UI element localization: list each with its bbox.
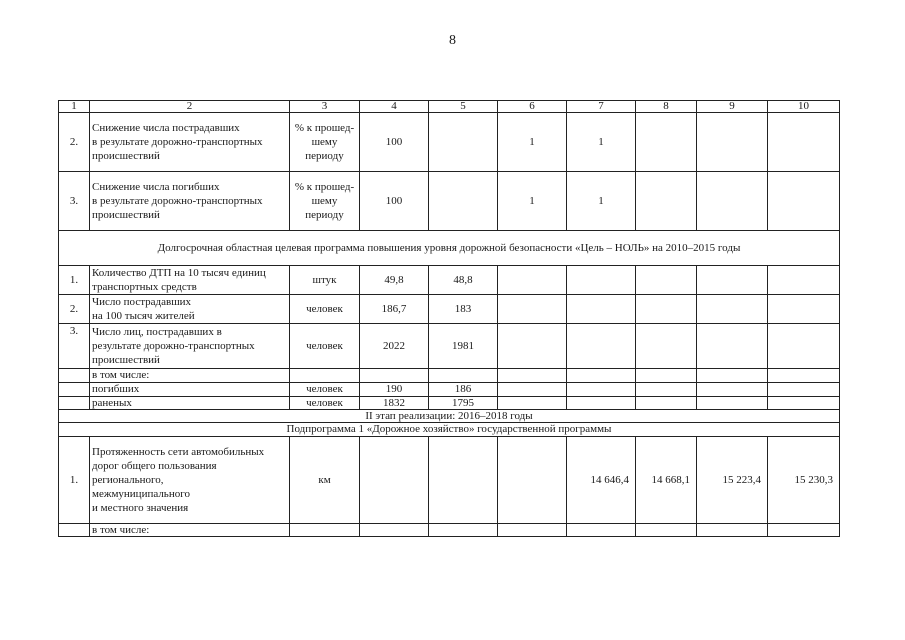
value-cell (768, 324, 840, 369)
value-cell: 1981 (429, 324, 498, 369)
value-cell (567, 266, 636, 295)
unit-cell: человек (290, 383, 360, 397)
value-cell (768, 172, 840, 231)
table-row (59, 266, 840, 295)
value-cell (697, 324, 768, 369)
unit-cell: человек (290, 397, 360, 410)
value-cell (360, 437, 429, 524)
value-cell: 186,7 (360, 295, 429, 324)
table-row (59, 369, 840, 383)
row-number: 1. (59, 437, 90, 524)
header-cell: 9 (697, 101, 768, 113)
indicator-name: Снижение числа погибших в результате дорожно-транспортных происшествий (90, 172, 290, 231)
value-cell: 1795 (429, 397, 498, 410)
value-cell: 14 668,1 (636, 437, 697, 524)
value-cell (498, 524, 567, 537)
unit-cell: человек (290, 324, 360, 369)
value-cell (636, 397, 697, 410)
value-cell (567, 324, 636, 369)
stage-title-row (59, 410, 840, 423)
indicator-name: Снижение числа пострадавших в результате дорожно-транспортных происшествий (90, 113, 290, 172)
value-cell: 183 (429, 295, 498, 324)
table-row (59, 524, 840, 537)
table-header-row (59, 101, 840, 113)
value-cell (636, 295, 697, 324)
value-cell (429, 369, 498, 383)
value-cell (636, 383, 697, 397)
unit-cell (290, 369, 360, 383)
unit-cell (290, 524, 360, 537)
row-number: 2. (59, 113, 90, 172)
indicator-name: раненых (90, 397, 290, 410)
value-cell: 186 (429, 383, 498, 397)
value-cell: 1 (567, 172, 636, 231)
value-cell: 14 646,4 (567, 437, 636, 524)
value-cell (768, 113, 840, 172)
row-number: 3. (59, 172, 90, 231)
table-row (59, 113, 840, 172)
value-cell (697, 369, 768, 383)
value-cell (768, 369, 840, 383)
value-cell: 100 (360, 113, 429, 172)
value-cell: 48,8 (429, 266, 498, 295)
value-cell (636, 324, 697, 369)
including-label: в том числе: (90, 369, 290, 383)
value-cell (567, 295, 636, 324)
header-cell: 1 (59, 101, 90, 113)
header-cell: 10 (768, 101, 840, 113)
value-cell (636, 113, 697, 172)
row-number (59, 383, 90, 397)
unit-cell: % к прошед- шему периоду (290, 113, 360, 172)
value-cell: 100 (360, 172, 429, 231)
value-cell (768, 383, 840, 397)
table-row (59, 437, 840, 524)
row-number (59, 369, 90, 383)
value-cell (697, 266, 768, 295)
value-cell (636, 369, 697, 383)
program-title: Долгосрочная областная целевая программа повышения уровня дорожной безопасности «Цель – НОЛЬ» на 2010–2015 годы (59, 231, 840, 266)
value-cell (498, 369, 567, 383)
value-cell (636, 524, 697, 537)
indicator-name: погибших (90, 383, 290, 397)
table-row (59, 172, 840, 231)
row-number (59, 397, 90, 410)
value-cell (697, 397, 768, 410)
header-cell: 2 (90, 101, 290, 113)
value-cell: 15 230,3 (768, 437, 840, 524)
indicator-name: Число пострадавших на 100 тысяч жителей (90, 295, 290, 324)
value-cell: 1832 (360, 397, 429, 410)
unit-cell: штук (290, 266, 360, 295)
indicator-name: Число лиц, пострадавших в результате дорожно-транспортных происшествий (90, 324, 290, 369)
value-cell: 49,8 (360, 266, 429, 295)
value-cell: 1 (498, 113, 567, 172)
unit-cell: км (290, 437, 360, 524)
value-cell (567, 524, 636, 537)
value-cell (498, 437, 567, 524)
row-number (59, 524, 90, 537)
value-cell (498, 324, 567, 369)
value-cell (567, 383, 636, 397)
row-number: 2. (59, 295, 90, 324)
value-cell (429, 437, 498, 524)
value-cell (567, 397, 636, 410)
value-cell (360, 369, 429, 383)
subprogram-title-row (59, 423, 840, 437)
row-number: 3. (59, 324, 90, 369)
header-cell: 8 (636, 101, 697, 113)
value-cell (768, 524, 840, 537)
value-cell: 15 223,4 (697, 437, 768, 524)
value-cell (697, 295, 768, 324)
value-cell (498, 383, 567, 397)
value-cell (768, 295, 840, 324)
indicator-name: Протяженность сети автомобильных дорог общего пользования регионального, межмуниципального и местного значения (90, 437, 290, 524)
value-cell (636, 172, 697, 231)
row-number: 1. (59, 266, 90, 295)
value-cell (429, 172, 498, 231)
value-cell (768, 266, 840, 295)
unit-cell: % к прошед- шему периоду (290, 172, 360, 231)
program-title-row (59, 231, 840, 266)
value-cell (697, 383, 768, 397)
value-cell (498, 295, 567, 324)
value-cell (498, 397, 567, 410)
value-cell (498, 266, 567, 295)
unit-cell: человек (290, 295, 360, 324)
table-row (59, 383, 840, 397)
value-cell (697, 113, 768, 172)
value-cell (697, 524, 768, 537)
table-row (59, 397, 840, 410)
value-cell (429, 113, 498, 172)
header-cell: 5 (429, 101, 498, 113)
indicator-name: Количество ДТП на 10 тысяч единиц транспортных средств (90, 266, 290, 295)
value-cell (768, 397, 840, 410)
value-cell: 2022 (360, 324, 429, 369)
stage-title: II этап реализации: 2016–2018 годы (59, 410, 840, 423)
value-cell (429, 524, 498, 537)
subprogram-title: Подпрограмма 1 «Дорожное хозяйство» государственной программы (59, 423, 840, 437)
value-cell: 190 (360, 383, 429, 397)
value-cell (697, 172, 768, 231)
page-number: 8 (449, 33, 456, 48)
value-cell: 1 (567, 113, 636, 172)
value-cell (636, 266, 697, 295)
value-cell: 1 (498, 172, 567, 231)
header-cell: 7 (567, 101, 636, 113)
value-cell (360, 524, 429, 537)
header-cell: 3 (290, 101, 360, 113)
table-row (59, 324, 840, 369)
header-cell: 6 (498, 101, 567, 113)
including-label: в том числе: (90, 524, 290, 537)
table-row (59, 295, 840, 324)
indicators-table (58, 100, 840, 537)
header-cell: 4 (360, 101, 429, 113)
value-cell (567, 369, 636, 383)
